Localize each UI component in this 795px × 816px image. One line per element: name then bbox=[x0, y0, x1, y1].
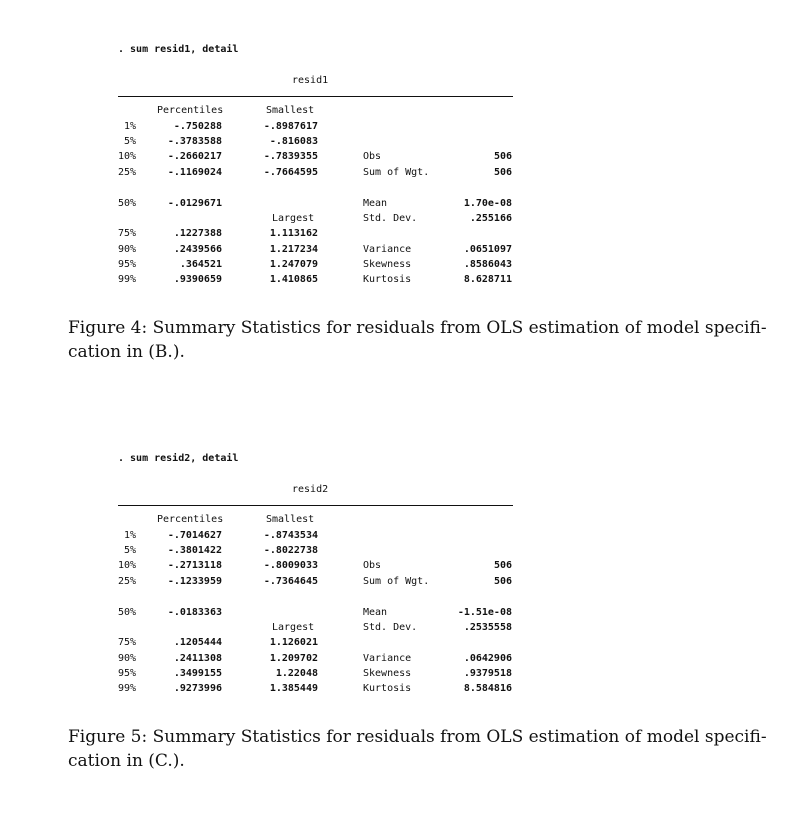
percentile-label: 25% bbox=[118, 576, 137, 587]
percentile-value: -.1233959 bbox=[167, 576, 222, 587]
largest-value: 1.247079 bbox=[269, 259, 318, 270]
header-percentiles: Percentiles bbox=[157, 514, 224, 525]
percentile-value: .9390659 bbox=[173, 274, 222, 285]
percentile-value: -.2660217 bbox=[167, 151, 222, 162]
stat-value: 8.628711 bbox=[463, 274, 512, 285]
stat-label: Std. Dev. bbox=[363, 622, 418, 633]
largest-value: 1.410865 bbox=[269, 274, 318, 285]
caption-line: Figure 4: Summary Statistics for residuals from OLS estimation of model specifi- bbox=[68, 318, 767, 338]
percentile-label: 95% bbox=[118, 259, 137, 270]
percentile-value: -.3801422 bbox=[167, 545, 222, 556]
percentile-label: 5% bbox=[124, 545, 137, 556]
stat-label: Mean bbox=[363, 607, 388, 618]
stat-value: 8.584816 bbox=[463, 683, 512, 694]
stat-label: Mean bbox=[363, 198, 388, 209]
caption-line: cation in (B.). bbox=[68, 342, 185, 362]
header-largest: Largest bbox=[272, 622, 315, 633]
largest-value: 1.126021 bbox=[269, 637, 318, 648]
stat-label: Sum of Wgt. bbox=[363, 576, 430, 587]
stata-command: . sum resid2, detail bbox=[118, 453, 239, 464]
largest-value: 1.209702 bbox=[269, 653, 318, 664]
percentile-label: 75% bbox=[118, 228, 137, 239]
stat-label: Std. Dev. bbox=[363, 213, 418, 224]
stat-value: .0642906 bbox=[463, 653, 512, 664]
stat-value: .9379518 bbox=[463, 668, 512, 679]
stat-label: Variance bbox=[363, 653, 412, 664]
percentile-label: 10% bbox=[118, 560, 137, 571]
smallest-value: -.7839355 bbox=[263, 151, 318, 162]
percentile-value: -.0183363 bbox=[167, 607, 222, 618]
percentile-label: 99% bbox=[118, 683, 137, 694]
largest-value: 1.22048 bbox=[275, 668, 318, 679]
largest-value: 1.113162 bbox=[269, 228, 318, 239]
percentile-label: 50% bbox=[118, 607, 137, 618]
percentile-label: 99% bbox=[118, 274, 137, 285]
caption-line: Figure 5: Summary Statistics for residuals from OLS estimation of model specifi- bbox=[68, 727, 767, 747]
percentile-value: -.750288 bbox=[173, 121, 222, 132]
header-largest: Largest bbox=[272, 213, 315, 224]
smallest-value: -.8009033 bbox=[263, 560, 318, 571]
header-percentiles: Percentiles bbox=[157, 105, 224, 116]
stat-value: 1.70e-08 bbox=[463, 198, 512, 209]
percentile-value: -.3783588 bbox=[167, 136, 222, 147]
stat-value: .2535558 bbox=[463, 622, 512, 633]
percentile-value: .1205444 bbox=[173, 637, 222, 648]
stata-command: . sum resid1, detail bbox=[118, 44, 239, 55]
smallest-value: -.816083 bbox=[269, 136, 318, 147]
percentile-value: .2439566 bbox=[173, 244, 222, 255]
stat-label: Obs bbox=[363, 151, 382, 162]
percentile-label: 50% bbox=[118, 198, 137, 209]
percentile-value: .9273996 bbox=[173, 683, 222, 694]
percentile-value: -.0129671 bbox=[167, 198, 222, 209]
stat-label: Skewness bbox=[363, 668, 412, 679]
percentile-label: 95% bbox=[118, 668, 137, 679]
stat-value: .255166 bbox=[469, 213, 512, 224]
smallest-value: -.8022738 bbox=[263, 545, 318, 556]
stat-value: 506 bbox=[493, 167, 512, 178]
stat-value: 506 bbox=[493, 576, 512, 587]
stat-value: .8586043 bbox=[463, 259, 512, 270]
stat-value: -1.51e-08 bbox=[457, 607, 512, 618]
caption-line: cation in (C.). bbox=[68, 751, 185, 771]
stat-label: Skewness bbox=[363, 259, 412, 270]
percentile-value: .364521 bbox=[179, 259, 222, 270]
stat-label: Kurtosis bbox=[363, 274, 412, 285]
percentile-label: 1% bbox=[124, 121, 137, 132]
percentile-label: 75% bbox=[118, 637, 137, 648]
percentile-label: 1% bbox=[124, 530, 137, 541]
percentile-value: -.2713118 bbox=[167, 560, 222, 571]
percentile-value: .3499155 bbox=[173, 668, 222, 679]
header-smallest: Smallest bbox=[266, 514, 315, 525]
percentile-value: -.7014627 bbox=[167, 530, 222, 541]
stat-value: 506 bbox=[493, 151, 512, 162]
table-rule bbox=[118, 505, 513, 506]
smallest-value: -.8743534 bbox=[263, 530, 318, 541]
largest-value: 1.217234 bbox=[269, 244, 318, 255]
percentile-label: 90% bbox=[118, 244, 137, 255]
figure-caption-5 bbox=[68, 725, 767, 773]
smallest-value: -.7364645 bbox=[263, 576, 318, 587]
variable-name: resid1 bbox=[292, 75, 329, 86]
stat-label: Variance bbox=[363, 244, 412, 255]
percentile-label: 25% bbox=[118, 167, 137, 178]
percentile-value: .2411308 bbox=[173, 653, 222, 664]
table-rule bbox=[118, 96, 513, 97]
stat-label: Kurtosis bbox=[363, 683, 412, 694]
percentile-label: 10% bbox=[118, 151, 137, 162]
stat-value: 506 bbox=[493, 560, 512, 571]
stat-label: Sum of Wgt. bbox=[363, 167, 430, 178]
stat-label: Obs bbox=[363, 560, 382, 571]
percentile-label: 90% bbox=[118, 653, 137, 664]
figure-caption-4 bbox=[68, 316, 767, 364]
percentile-label: 5% bbox=[124, 136, 137, 147]
smallest-value: -.8987617 bbox=[263, 121, 318, 132]
percentile-value: -.1169024 bbox=[167, 167, 222, 178]
largest-value: 1.385449 bbox=[269, 683, 318, 694]
smallest-value: -.7664595 bbox=[263, 167, 318, 178]
percentile-value: .1227388 bbox=[173, 228, 222, 239]
variable-name: resid2 bbox=[292, 484, 329, 495]
stat-value: .0651097 bbox=[463, 244, 512, 255]
header-smallest: Smallest bbox=[266, 105, 315, 116]
